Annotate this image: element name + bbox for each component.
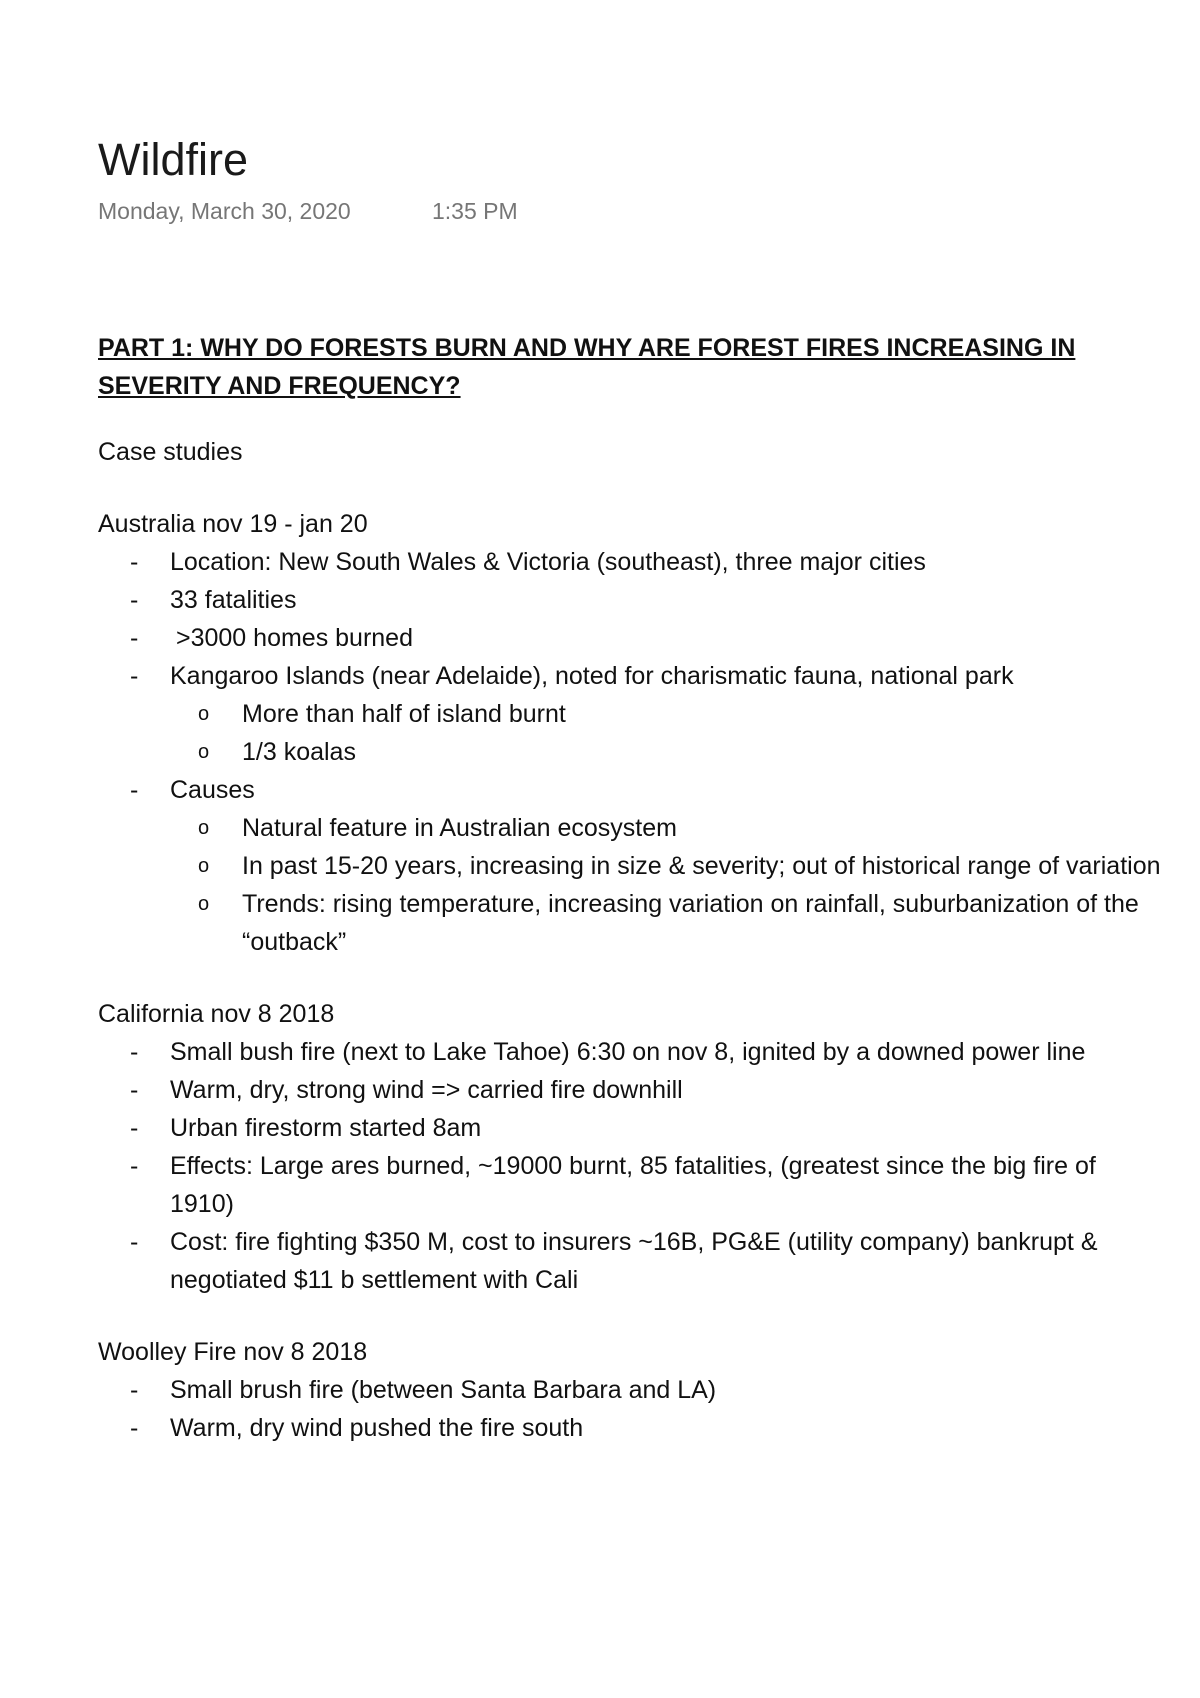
section-heading: PART 1: WHY DO FORESTS BURN AND WHY ARE FOREST FIRES INCREASING IN SEVERITY AND FREQUENCY? bbox=[98, 334, 1076, 400]
list-item-text: >3000 homes burned bbox=[176, 624, 413, 652]
list-item bbox=[98, 1409, 1200, 1447]
list-item-text: Natural feature in Australian ecosystem bbox=[242, 814, 677, 842]
list-item-text: More than half of island burnt bbox=[242, 700, 566, 728]
dash-marker: - bbox=[130, 586, 139, 614]
dash-marker: - bbox=[130, 1076, 139, 1104]
list-item-text: Warm, dry, strong wind => carried fire downhill bbox=[170, 1076, 683, 1104]
list-item-text: Cost: fire fighting $350 M, cost to insurers ~16B, PG&E (utility company) bankrupt & negotiated $11 b settlement with Cali bbox=[170, 1228, 1098, 1294]
circle-marker: o bbox=[198, 855, 210, 877]
list-item-text: Urban firestorm started 8am bbox=[170, 1114, 482, 1142]
list-item bbox=[98, 771, 1200, 961]
sub-list-item bbox=[170, 733, 1200, 771]
california-list bbox=[98, 1033, 1148, 1299]
circle-marker: o bbox=[198, 817, 210, 839]
list-item-text: Kangaroo Islands (near Adelaide), noted for charismatic fauna, national park bbox=[170, 662, 1014, 690]
dash-marker: - bbox=[130, 1114, 139, 1142]
list-item-text: 1/3 koalas bbox=[242, 738, 356, 766]
sub-list-item bbox=[170, 847, 1192, 885]
page-title: Wildfire bbox=[98, 134, 249, 185]
dash-marker: - bbox=[130, 1376, 139, 1404]
case-studies-label: Case studies bbox=[98, 438, 243, 466]
list-item-text: Warm, dry wind pushed the fire south bbox=[170, 1414, 584, 1442]
list-item-text: Effects: Large ares burned, ~19000 burnt, 85 fatalities, (greatest since the big fire of 1910) bbox=[170, 1152, 1096, 1218]
sub-list bbox=[170, 809, 1200, 961]
list-item-text: In past 15-20 years, increasing in size & severity; out of historical range of variation bbox=[242, 852, 1161, 880]
dash-marker: - bbox=[130, 1152, 139, 1180]
note-date: Monday, March 30, 2020 bbox=[98, 198, 351, 224]
sub-list-item bbox=[170, 885, 1142, 961]
dash-marker: - bbox=[130, 1038, 139, 1066]
woolley-list bbox=[98, 1371, 1200, 1447]
list-item bbox=[98, 1109, 1148, 1147]
list-item bbox=[98, 1371, 1200, 1409]
sub-list-item bbox=[170, 809, 1200, 847]
list-item bbox=[98, 543, 1200, 581]
dash-marker: - bbox=[130, 1228, 139, 1256]
dash-marker: - bbox=[130, 662, 139, 690]
australia-title: Australia nov 19 - jan 20 bbox=[98, 510, 368, 538]
california-title: California nov 8 2018 bbox=[98, 1000, 335, 1028]
circle-marker: o bbox=[198, 893, 210, 915]
list-item-text: Location: New South Wales & Victoria (southeast), three major cities bbox=[170, 548, 926, 576]
list-item bbox=[98, 619, 1200, 657]
list-item-text: 33 fatalities bbox=[170, 586, 297, 614]
sub-list-item bbox=[170, 695, 1200, 733]
australia-list bbox=[98, 543, 1200, 961]
note-time: 1:35 PM bbox=[432, 198, 518, 224]
list-item bbox=[98, 657, 1200, 771]
note-page bbox=[98, 130, 1200, 1447]
dash-marker: - bbox=[130, 776, 139, 804]
list-item bbox=[98, 581, 1200, 619]
list-item bbox=[98, 1223, 1170, 1299]
circle-marker: o bbox=[198, 741, 210, 763]
circle-marker: o bbox=[198, 703, 210, 725]
dash-marker: - bbox=[130, 1414, 139, 1442]
woolley-title: Woolley Fire nov 8 2018 bbox=[98, 1338, 368, 1366]
list-item-text: Small brush fire (between Santa Barbara and LA) bbox=[170, 1376, 717, 1404]
list-item bbox=[98, 1071, 1148, 1109]
list-item bbox=[98, 1033, 1148, 1071]
list-item bbox=[98, 1147, 1148, 1223]
list-item-text: Causes bbox=[170, 776, 255, 804]
sub-list bbox=[170, 695, 1200, 771]
list-item-text: Small bush fire (next to Lake Tahoe) 6:30 on nov 8, ignited by a downed power line bbox=[170, 1038, 1086, 1066]
dash-marker: - bbox=[130, 624, 139, 652]
note-timestamp bbox=[98, 198, 1200, 225]
list-item-text: Trends: rising temperature, increasing variation on rainfall, suburbanization of the “outback” bbox=[242, 890, 1139, 956]
dash-marker: - bbox=[130, 548, 139, 576]
